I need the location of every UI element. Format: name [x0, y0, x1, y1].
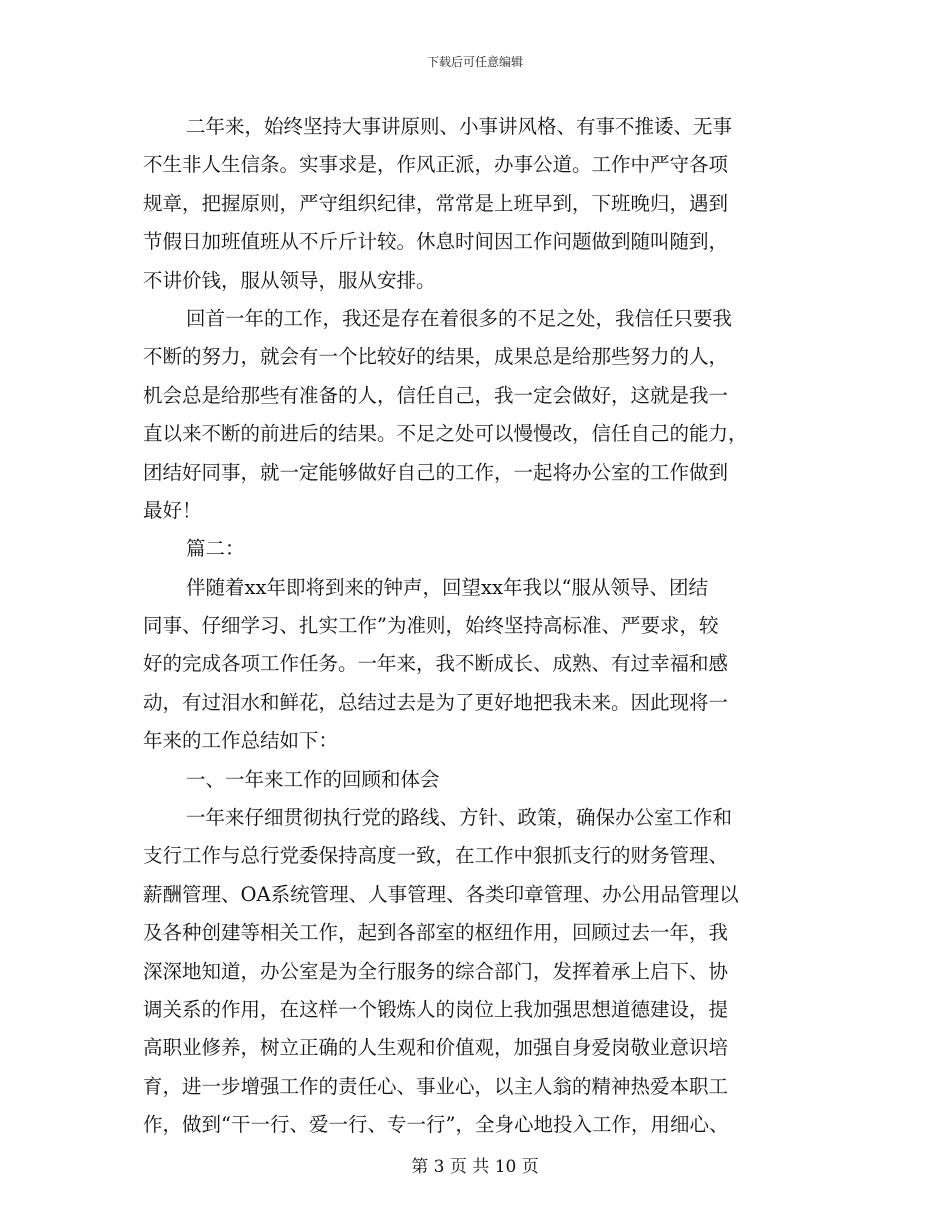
paragraph-first-line: 回首一年的工作，我还是存在着很多的不足之处，我信任只要我 [186, 306, 733, 330]
paragraph-line: 节假日加班值班从不斤斤计较。休息时间因工作问题做到随叫随到， [143, 230, 729, 254]
paragraph-line: 作，做到“干一行、爱一行、专一行”，全身心地投入工作，用细心、 [143, 1113, 729, 1137]
paragraph-first-line: 二年来，始终坚持大事讲原则、小事讲风格、有事不推诿、无事 [186, 115, 733, 138]
paragraph-line: 动，有过泪水和鲜花，总结过去是为了更好地把我未来。因此现将一 [143, 690, 729, 714]
paragraph-line: 支行工作与总行党委保持高度一致，在工作中狠抓支行的财务管理、 [143, 844, 729, 868]
paragraph-line: 机会总是给那些有准备的人，信任自己，我一定会做好，这就是我一 [143, 383, 729, 407]
paragraph-line: 不断的努力，就会有一个比较好的结果，成果总是给那些努力的人， [143, 345, 729, 369]
paragraph-line: 及各种创建等相关工作，起到各部室的枢纽作用，回顾过去一年，我 [143, 921, 729, 945]
paragraph-line: 年来的工作总结如下： [143, 729, 339, 753]
paragraph-line: 高职业修养，树立正确的人生观和价值观，加强自身爱岗敬业意识培 [143, 1036, 729, 1060]
paragraph-line: 育，进一步增强工作的责任心、事业心，以主人翁的精神热爱本职工 [143, 1074, 729, 1098]
paragraph-line: 最好！ [143, 498, 202, 522]
document-body [143, 108, 807, 1145]
paragraph-line: 不讲价钱，服从领导，服从安排。 [143, 268, 436, 292]
paragraph-first-line: 一年来仔细贯彻执行党的路线、方针、政策，确保办公室工作和 [186, 806, 733, 830]
paragraph-line: 深深地知道，办公室是为全行服务的综合部门，发挥着承上启下、协 [143, 959, 729, 983]
paragraph-line: 调关系的作用，在这样一个锻炼人的岗位上我加强思想道德建设，提 [143, 997, 729, 1021]
paragraph-line: 规章，把握原则，严守组织纪律，常常是上班早到，下班晚归，遇到 [143, 191, 729, 215]
paragraph-line: 好的完成各项工作任务。一年来，我不断成长、成熟、有过幸福和感 [143, 652, 729, 676]
paragraph-line: 直以来不断的前进后的结果。不足之处可以慢慢改，信任自己的能力， [143, 422, 748, 446]
page-number: 第 3 页 共 10 页 [411, 1157, 539, 1177]
paragraph-line: 不生非人生信条。实事求是，作风正派，办事公道。工作中严守各项 [143, 153, 729, 177]
paragraph-first-line: 伴随着xx年即将到来的钟声，回望xx年我以“服从领导、团结 [186, 575, 708, 599]
paragraph-line: 同事、仔细学习、扎实工作”为准则，始终坚持高标准、严要求，较 [143, 614, 719, 638]
paragraph-first-line: 篇二： [186, 537, 245, 561]
paragraph-line: 薪酬管理、OA系统管理、人事管理、各类印章管理、办公用品管理以 [143, 882, 739, 906]
paragraph-line: 团结好同事，就一定能够做好自己的工作，一起将办公室的工作做到 [143, 460, 729, 484]
paragraph-first-line: 一、一年来工作的回顾和体会 [186, 767, 440, 791]
page-header: 下载后可任意编辑 [426, 55, 523, 69]
